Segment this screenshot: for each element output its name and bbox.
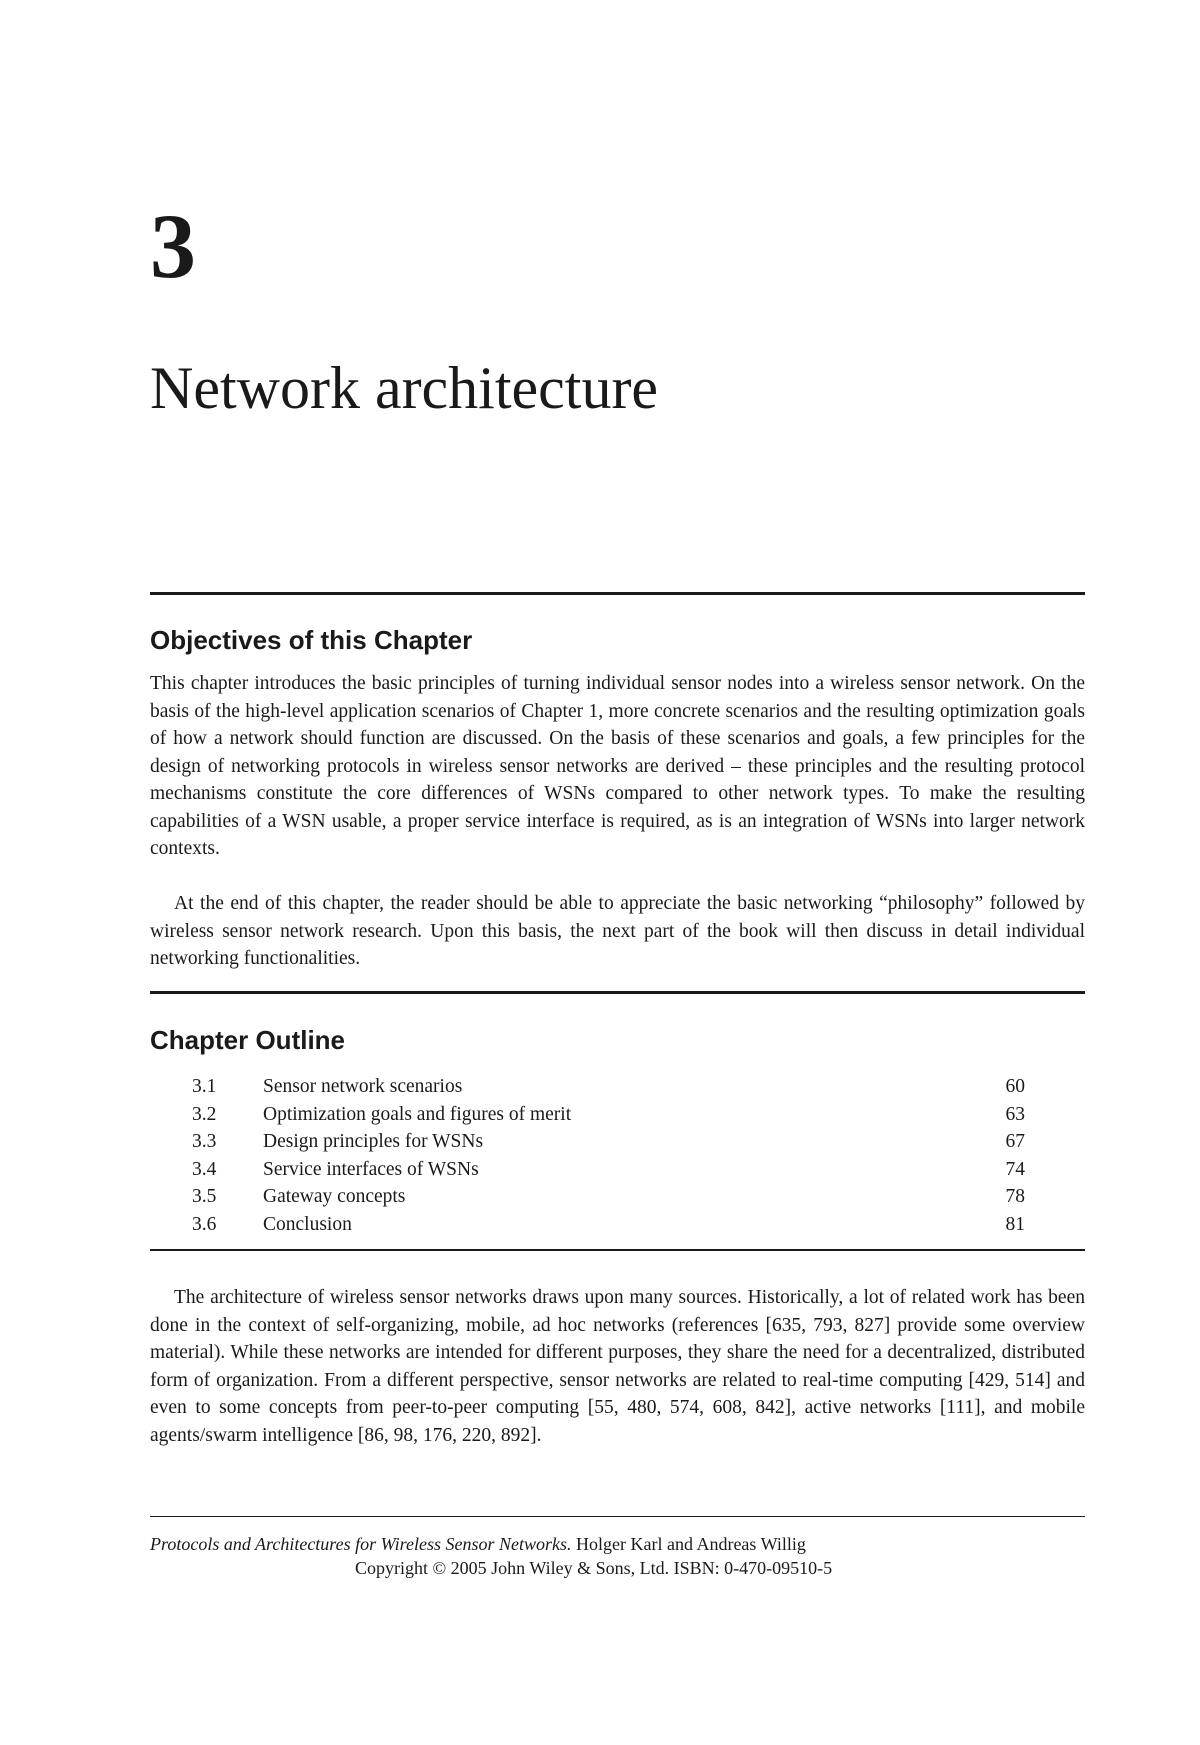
outline-item <box>150 1073 1085 1101</box>
chapter-outline-list <box>150 1073 1085 1238</box>
outline-bottom-rule <box>150 1249 1085 1251</box>
outline-top-rule <box>150 991 1085 994</box>
outline-item-label: Service interfaces of WSNs <box>263 1158 479 1180</box>
chapter-title: Network architecture <box>150 355 659 421</box>
outline-item-page: 63 <box>1005 1103 1025 1125</box>
outline-item-page: 74 <box>1005 1158 1025 1180</box>
outline-item-number: 3.2 <box>192 1103 217 1125</box>
outline-item <box>150 1156 1085 1184</box>
outline-item-number: 3.3 <box>192 1131 217 1152</box>
outline-heading: Chapter Outline <box>150 1025 346 1055</box>
outline-item-label: Gateway concepts <box>263 1186 406 1207</box>
objectives-top-rule <box>150 592 1085 595</box>
outline-item-number: 3.1 <box>192 1076 217 1097</box>
body-paragraph: The architecture of wireless sensor networks draws upon many sources. Historically, a lot of related work has been done in the context of self-organizing, mobile, ad hoc networks (references [635, 793, 827] provide some overview material). While these networks are intended for different purposes, they share the need for a decentralized, distributed form of organization. From a different perspective, sensor networks are related to real-time computing [429, 514] and even to some concepts from peer-to-peer computing [55, 480, 574, 608, 842], active networks [111], and mobile agents/swarm intelligence [86, 98, 176, 220, 892]. <box>150 1287 1085 1446</box>
chapter-number: 3 <box>150 195 196 297</box>
outline-item <box>150 1183 1085 1211</box>
outline-item-page: 60 <box>1005 1076 1025 1097</box>
outline-item <box>150 1211 1085 1239</box>
outline-item-page: 81 <box>1005 1213 1025 1235</box>
outline-item-page: 78 <box>1005 1186 1025 1207</box>
outline-item-label: Conclusion <box>263 1213 352 1235</box>
book-page <box>150 0 1085 1745</box>
objectives-heading: Objectives of this Chapter <box>150 625 473 655</box>
footer-rule <box>150 1516 1085 1517</box>
outline-item-label: Optimization goals and figures of merit <box>263 1103 572 1125</box>
outline-item <box>150 1128 1085 1156</box>
outline-item-number: 3.5 <box>192 1186 217 1207</box>
footer-book-title: Protocols and Architectures for Wireless Sensor Networks. <box>150 1534 572 1554</box>
outline-item-label: Sensor network scenarios <box>263 1076 463 1097</box>
outline-item-number: 3.6 <box>192 1213 217 1235</box>
outline-item-page: 67 <box>1005 1131 1025 1152</box>
objectives-paragraph-1: This chapter introduces the basic principles of turning individual sensor nodes into a wireless sensor network. On the basis of the high-level application scenarios of Chapter 1, more concrete scenarios and the resulting optimization goals of how a network should function are discussed. On the basis of these scenarios and goals, a few principles for the design of networking protocols in wireless sensor networks are derived – these principles and the resulting protocol mechanisms constitute the core differences of WSNs compared to other network types. To make the resulting capabilities of a WSN usable, a proper service interface is required, as is an integration of WSNs into larger network contexts. <box>150 673 1085 859</box>
objectives-paragraph-2: At the end of this chapter, the reader should be able to appreciate the basic networking “philosophy” followed by wireless sensor network research. Upon this basis, the next part of the book will then discuss in detail individual networking functionalities. <box>150 893 1085 969</box>
outline-item-number: 3.4 <box>192 1158 217 1180</box>
outline-item-label: Design principles for WSNs <box>263 1131 484 1152</box>
footer-copyright: Copyright © 2005 John Wiley & Sons, Ltd. ISBN: 0-470-09510-5 <box>355 1558 833 1578</box>
footer-citation <box>150 1532 806 1556</box>
outline-item <box>150 1101 1085 1129</box>
footer-authors: Holger Karl and Andreas Willig <box>571 1534 806 1554</box>
